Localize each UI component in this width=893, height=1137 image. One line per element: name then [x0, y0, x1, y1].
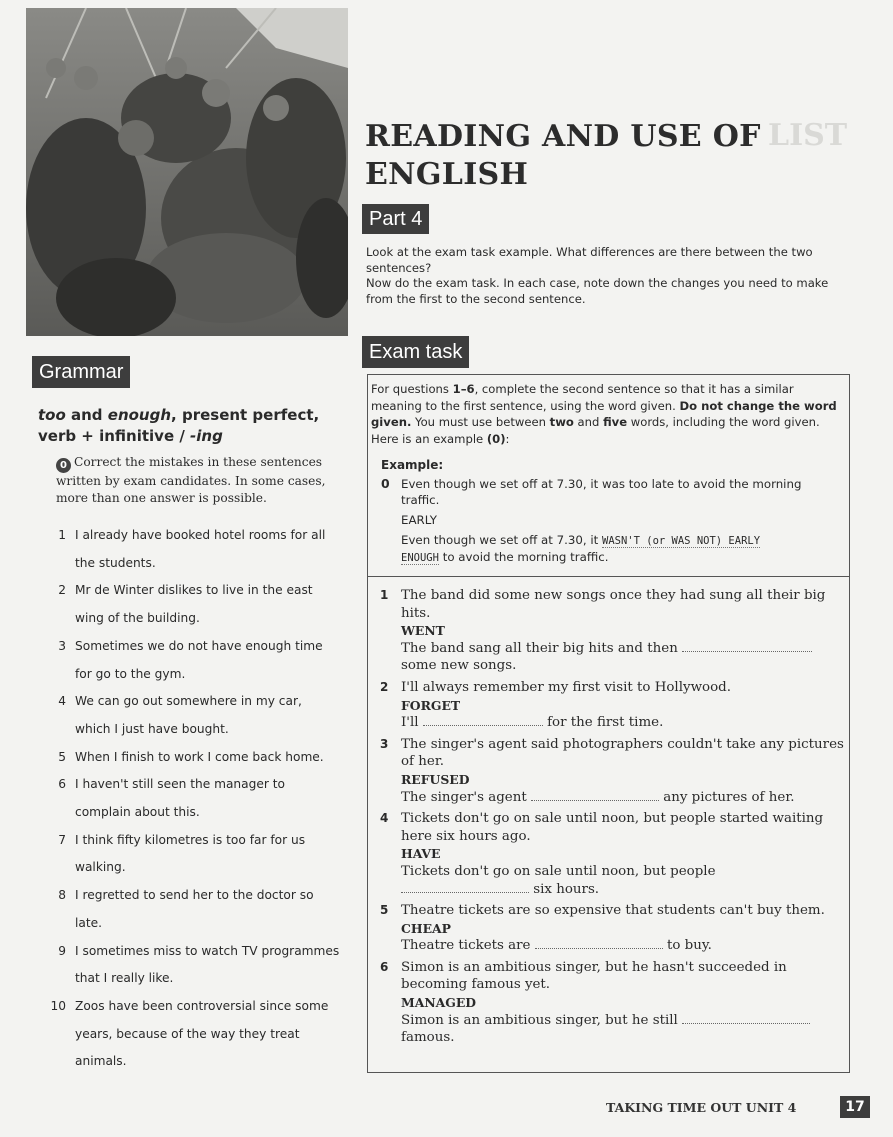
- question-item: [380, 587, 845, 675]
- list-item: [40, 577, 340, 632]
- part-tag: Part 4: [362, 204, 429, 234]
- exam-task-instructions: [371, 381, 843, 447]
- instr-two: two: [549, 415, 574, 429]
- grammar-list: [40, 522, 340, 1076]
- list-item: [40, 771, 340, 826]
- list-item: [40, 522, 340, 577]
- question-sentence: The band did some new songs once they had sung all their big hits.: [401, 588, 826, 621]
- exercise-zero-icon: 0: [56, 458, 71, 473]
- gap-end: any pictures of her.: [663, 789, 795, 805]
- question-gap-line: [401, 937, 845, 955]
- question-number: 4: [380, 811, 389, 826]
- item-number: 7: [58, 832, 66, 847]
- item-number: 4: [58, 694, 66, 709]
- question-gap-line: [401, 789, 845, 807]
- intro-line-1: Look at the exam task example. What differences are there between the two sentences?: [366, 245, 813, 275]
- example-number: 0: [381, 476, 390, 491]
- item-text: When I finish to work I come back home.: [75, 749, 324, 764]
- question-number: 6: [380, 959, 389, 974]
- intro-text: [366, 245, 844, 307]
- list-item: [40, 882, 340, 937]
- answer-blank[interactable]: [423, 715, 543, 726]
- question-keyword: WENT: [401, 623, 445, 639]
- gap-start: Tickets don't go on sale until noon, but people: [401, 863, 716, 879]
- exam-task-tag: Exam task: [362, 336, 469, 368]
- item-number: 8: [58, 888, 66, 903]
- item-number: 10: [50, 998, 66, 1013]
- list-item: [40, 827, 340, 882]
- question-keyword: REFUSED: [401, 771, 470, 787]
- item-text: I sometimes miss to watch TV programmes that I really like.: [75, 943, 340, 986]
- instr-part: For questions: [371, 382, 453, 396]
- question-sentence: I'll always remember my first visit to Hollywood.: [401, 679, 731, 695]
- list-item: [40, 688, 340, 743]
- question-item: [380, 959, 845, 1047]
- example-start: Even though we set off at 7.30, it: [401, 533, 599, 547]
- list-item: [40, 938, 340, 993]
- question-gap-line: [401, 1012, 845, 1047]
- example-end: to avoid the morning traffic.: [442, 550, 609, 564]
- question-item: [380, 902, 845, 955]
- question-number: 1: [380, 588, 389, 602]
- gap-start: The band sang all their big hits and then: [401, 640, 678, 656]
- item-number: 6: [58, 777, 66, 792]
- question-sentence: Simon is an ambitious singer, but he hasn't succeeded in becoming famous yet.: [401, 959, 787, 993]
- question-list: [380, 587, 845, 1051]
- grammar-instruction-text: Correct the mistakes in these sentences written by exam candidates. In some cases, more than one answer is possible.: [56, 455, 326, 505]
- question-keyword: HAVE: [401, 846, 441, 862]
- answer-blank[interactable]: [401, 882, 529, 893]
- gap-end: six hours.: [533, 881, 600, 897]
- item-number: 3: [58, 638, 66, 653]
- show-through-text: LIST: [768, 118, 848, 153]
- item-text: Zoos have been controversial since some years, because of the way they treat animals.: [75, 998, 329, 1069]
- heading-and: and: [65, 406, 108, 424]
- item-text: I regretted to send her to the doctor so late.: [75, 888, 314, 930]
- item-number: 9: [58, 943, 66, 958]
- page-footer: TAKING TIME OUT UNIT 4: [606, 1100, 797, 1115]
- question-item: [380, 679, 845, 732]
- example-answer-1: WASN'T (or WAS NOT) EARLY: [602, 535, 761, 547]
- list-item: [40, 633, 340, 688]
- gap-start: Simon is an ambitious singer, but he still: [401, 1012, 678, 1028]
- gap-start: Theatre tickets are: [401, 938, 531, 954]
- item-number: 2: [58, 583, 66, 598]
- item-text: Sometimes we do not have enough time for go to the gym.: [75, 638, 323, 681]
- instr-part: :: [505, 431, 510, 446]
- question-gap-line: [401, 863, 845, 898]
- question-sentence: Theatre tickets are so expensive that students can't buy them.: [401, 903, 825, 919]
- instr-part: , complete the second sentence so that it has a similar meaning to the first sentence, using the word given.: [371, 382, 794, 413]
- answer-blank[interactable]: [682, 641, 812, 652]
- box-divider: [367, 576, 849, 577]
- question-sentence: Tickets don't go on sale until noon, but people started waiting here six hours ago.: [401, 811, 824, 844]
- answer-blank[interactable]: [535, 938, 663, 949]
- item-text: I already have booked hotel rooms for all the students.: [75, 528, 326, 570]
- question-keyword: MANAGED: [401, 995, 477, 1011]
- item-text: I think fifty kilometres is too far for us walking.: [75, 832, 306, 875]
- item-number: 5: [58, 749, 66, 764]
- gap-start: The singer's agent: [401, 789, 527, 805]
- crowd-photo: [26, 8, 348, 336]
- item-text: I haven't still seen the manager to complain about this.: [75, 777, 285, 820]
- intro-line-2: Now do the exam task. In each case, note down the changes you need to make from the first to the second sentence.: [366, 276, 829, 306]
- question-gap-line: [401, 640, 845, 675]
- question-item: [380, 736, 845, 806]
- gap-start: I'll: [401, 715, 419, 731]
- question-number: 2: [380, 679, 389, 694]
- answer-blank[interactable]: [682, 1013, 810, 1024]
- heading-too: too: [38, 406, 66, 424]
- instr-bold: Do not change the word given.: [371, 398, 837, 429]
- example-heading: Example:: [381, 458, 444, 472]
- example-item: [381, 476, 841, 566]
- question-sentence: The singer's agent said photographers couldn't take any pictures of her.: [401, 736, 844, 770]
- gap-end: famous.: [401, 1030, 455, 1046]
- question-keyword: FORGET: [401, 697, 461, 713]
- example-sentence: Even though we set off at 7.30, it was too late to avoid the morning traffic.: [401, 477, 802, 507]
- question-number: 5: [380, 903, 389, 918]
- page-number: 17: [840, 1096, 870, 1118]
- example-answer-2: ENOUGH: [401, 552, 439, 564]
- crowd-photo-image: [26, 8, 348, 336]
- heading-enough: enough: [107, 406, 172, 424]
- gap-end: for the first time.: [547, 715, 664, 731]
- list-item: [40, 993, 340, 1076]
- item-number: 1: [58, 528, 66, 542]
- instr-part: words, including the word given. Here is an example: [371, 415, 820, 446]
- page-title: READING AND USE OF ENGLISH: [365, 119, 761, 192]
- grammar-tag: Grammar: [32, 356, 130, 388]
- grammar-instruction: [56, 454, 341, 507]
- question-gap-line: [401, 714, 845, 732]
- gap-end: to buy.: [666, 938, 712, 954]
- instr-part: and: [573, 415, 604, 429]
- question-keyword: CHEAP: [401, 920, 451, 936]
- list-item: [40, 744, 340, 772]
- instr-part: You must use between: [411, 415, 550, 429]
- question-number: 3: [380, 736, 389, 751]
- heading-rest: , present perfect, verb + infinitive /: [38, 406, 320, 445]
- heading-ing: -ing: [190, 427, 223, 445]
- item-text: Mr de Winter dislikes to live in the east wing of the building.: [75, 583, 313, 626]
- answer-blank[interactable]: [531, 790, 659, 801]
- gap-end: some new songs.: [401, 658, 517, 674]
- instr-range: 1–6: [452, 382, 475, 396]
- grammar-heading: [38, 405, 348, 447]
- item-text: We can go out somewhere in my car, which I just have bought.: [75, 694, 302, 736]
- question-item: [380, 810, 845, 898]
- example-answer-line: [401, 532, 841, 566]
- instr-zero: (0): [486, 431, 506, 446]
- instr-five: five: [603, 415, 628, 429]
- example-keyword: EARLY: [401, 513, 437, 527]
